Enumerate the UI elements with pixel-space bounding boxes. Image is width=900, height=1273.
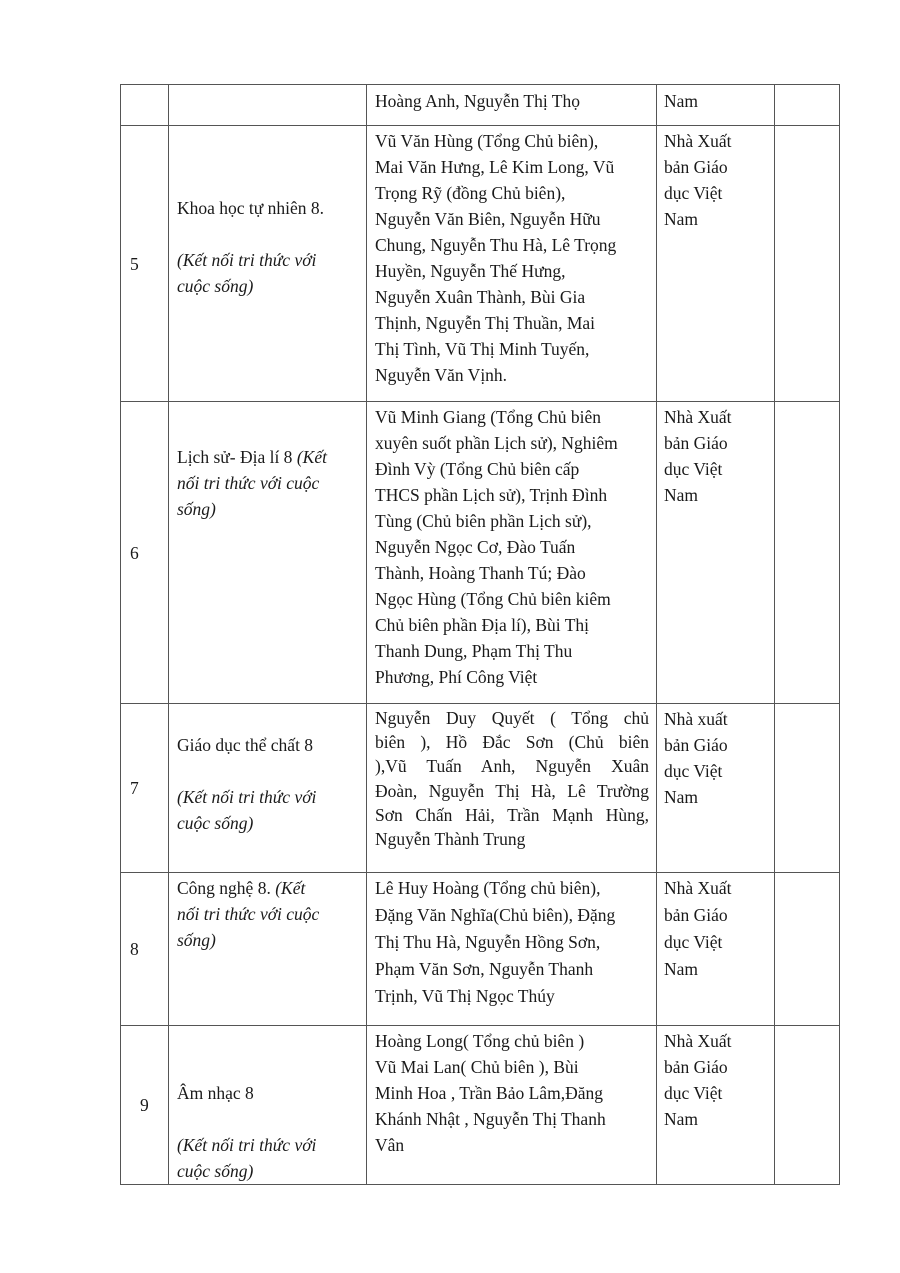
book-title: Lịch sử- Địa lí 8 bbox=[177, 447, 293, 467]
table-row bbox=[121, 1026, 840, 1185]
book-title: Giáo dục thể chất 8 bbox=[177, 735, 314, 755]
authors-cell bbox=[367, 402, 657, 704]
authors-text: Vũ Minh Giang (Tổng Chủ biên xuyên suốt phần Lịch sử), Nghiêm Đình Vỳ (Tổng Chủ biên cấp THCS phần Lịch sử), Trịnh Đình Tùng (Chủ biên phần Lịch sử), Nguyễn Ngọc Cơ, Đào Tuấn Thành, Hoàng Thanh Tú; Đào Ngọc Hùng (Tổng Chủ biên kiêm Chủ biên phần Địa lí), Bùi Thị Thanh Dung, Phạm Thị Thu Phương, Phí Công Việt bbox=[375, 407, 618, 687]
publisher-text: Nhà Xuất bản Giáo dục Việt Nam bbox=[664, 407, 732, 505]
notes-cell bbox=[775, 85, 840, 126]
authors-text: Vũ Văn Hùng (Tổng Chủ biên), Mai Văn Hưng, Lê Kim Long, Vũ Trọng Rỹ (đồng Chủ biên), Nguyễn Văn Biên, Nguyễn Hữu Chung, Nguyễn Thu Hà, Lê Trọng Huyền, Nguyễn Thế Hưng, Nguyễn Xuân Thành, Bùi Gia Thịnh, Nguyễn Thị Thuần, Mai Thị Tình, Vũ Thị Minh Tuyến, Nguyễn Văn Vịnh. bbox=[375, 131, 617, 385]
authors-cell bbox=[367, 873, 657, 1026]
publisher-cell bbox=[657, 402, 775, 704]
book-title-cell bbox=[169, 873, 367, 1026]
table-row bbox=[121, 873, 840, 1026]
publisher-text: Nhà Xuất bản Giáo dục Việt Nam bbox=[664, 131, 732, 229]
authors-cell bbox=[367, 1026, 657, 1185]
publisher-cell bbox=[657, 704, 775, 873]
table-row bbox=[121, 126, 840, 402]
notes-cell bbox=[775, 873, 840, 1026]
book-series: (Kết nối tri thức với cuộc sống) bbox=[177, 250, 317, 296]
publisher-cell bbox=[657, 1026, 775, 1185]
row-number: 9 bbox=[121, 1026, 169, 1185]
publisher-text: Nam bbox=[664, 91, 699, 111]
publisher-text: Nhà Xuất bản Giáo dục Việt Nam bbox=[664, 878, 732, 979]
textbook-table bbox=[120, 84, 840, 1185]
notes-cell bbox=[775, 1026, 840, 1185]
book-title-cell bbox=[169, 85, 367, 126]
notes-cell bbox=[775, 704, 840, 873]
table-row bbox=[121, 704, 840, 873]
book-title-cell bbox=[169, 126, 367, 402]
notes-cell bbox=[775, 402, 840, 704]
authors-text: Nguyễn Duy Quyết ( Tổng chủ biên ), Hồ Đắc Sơn (Chủ biên ),Vũ Tuấn Anh, Nguyễn Xuân Đoàn, Nguyễn Thị Hà, Lê Trường Sơn Chấn Hải, Trần Mạnh Hùng, Nguyễn Thành Trung bbox=[375, 708, 649, 850]
publisher-cell bbox=[657, 85, 775, 126]
authors-cell bbox=[367, 126, 657, 402]
row-number: 8 bbox=[121, 873, 169, 1026]
row-number: 7 bbox=[121, 704, 169, 873]
book-title-cell bbox=[169, 704, 367, 873]
publisher-cell bbox=[657, 873, 775, 1026]
book-series: (Kết nối tri thức với cuộc sống) bbox=[177, 787, 317, 833]
table-row bbox=[121, 85, 840, 126]
table-row bbox=[121, 402, 840, 704]
authors-cell bbox=[367, 704, 657, 873]
notes-cell bbox=[775, 126, 840, 402]
book-series: (Kết nối tri thức với cuộc sống) bbox=[177, 447, 327, 519]
publisher-cell bbox=[657, 126, 775, 402]
authors-text: Hoàng Anh, Nguyễn Thị Thọ bbox=[375, 91, 580, 111]
book-series: (Kết nối tri thức với cuộc sống) bbox=[177, 878, 320, 950]
publisher-text: Nhà xuất bản Giáo dục Việt Nam bbox=[664, 709, 728, 807]
authors-cell bbox=[367, 85, 657, 126]
book-series: (Kết nối tri thức với cuộc sống) bbox=[177, 1135, 317, 1181]
book-title-cell bbox=[169, 1026, 367, 1185]
publisher-text: Nhà Xuất bản Giáo dục Việt Nam bbox=[664, 1031, 732, 1129]
row-number bbox=[121, 85, 169, 126]
book-title: Âm nhạc 8 bbox=[177, 1083, 254, 1103]
authors-text: Lê Huy Hoàng (Tổng chủ biên), Đặng Văn Nghĩa(Chủ biên), Đặng Thị Thu Hà, Nguyễn Hồng Sơn, Phạm Văn Sơn, Nguyễn Thanh Trịnh, Vũ Thị Ngọc Thúy bbox=[375, 878, 616, 1006]
book-title: Công nghệ 8. bbox=[177, 878, 271, 898]
row-number: 6 bbox=[121, 402, 169, 704]
row-number: 5 bbox=[121, 126, 169, 402]
book-title: Khoa học tự nhiên 8. bbox=[177, 198, 325, 218]
book-title-cell bbox=[169, 402, 367, 704]
authors-text: Hoàng Long( Tổng chủ biên ) Vũ Mai Lan( Chủ biên ), Bùi Minh Hoa , Trần Bảo Lâm,Đăng Khánh Nhật , Nguyễn Thị Thanh Vân bbox=[375, 1031, 606, 1155]
